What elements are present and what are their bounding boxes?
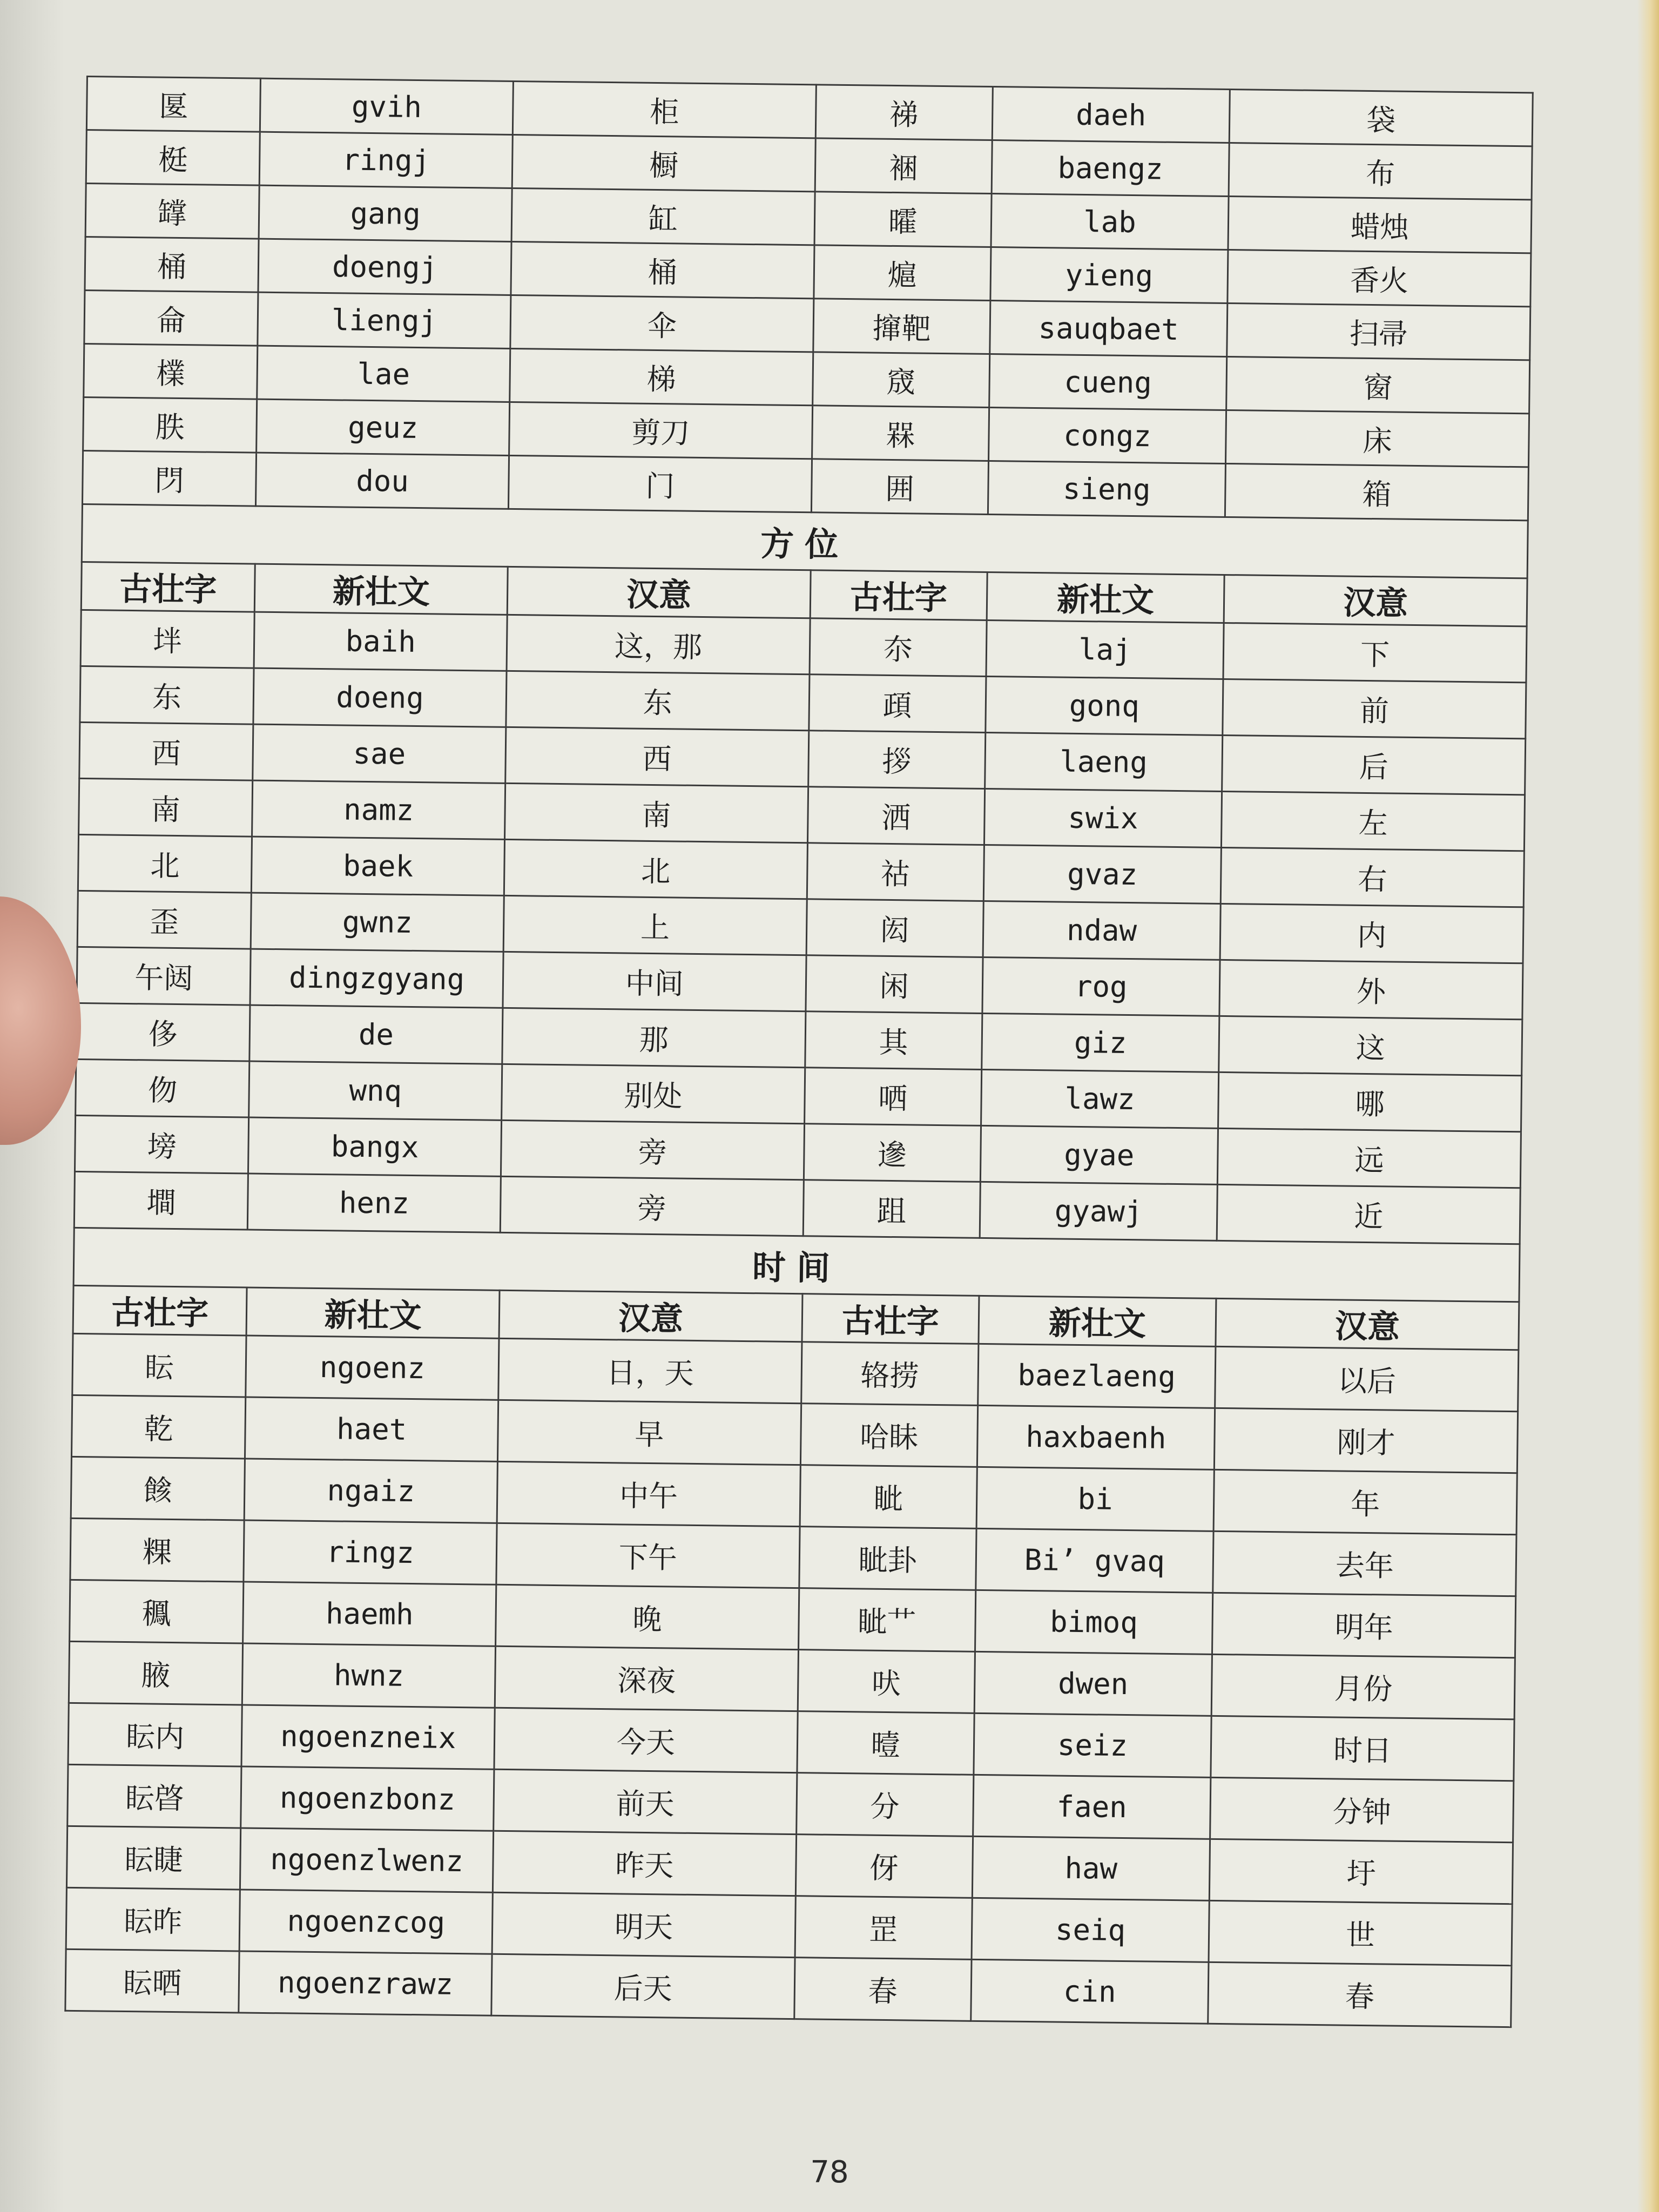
table-cell: 这，那 <box>507 615 810 674</box>
table-cell: wnq <box>249 1061 502 1120</box>
table-cell: gvih <box>260 78 514 134</box>
table-cell: 晚 <box>496 1584 799 1649</box>
table-cell: 其 <box>805 1011 982 1070</box>
table-cell: 洒 <box>807 787 984 845</box>
table-cell: 槑 <box>812 406 989 461</box>
table-cell: 香火 <box>1228 250 1531 307</box>
table-cell: 撺靶 <box>813 299 990 354</box>
table-cell: de <box>249 1005 503 1064</box>
table-cell: 古壮字 <box>81 562 255 612</box>
table-cell: 下午 <box>496 1523 800 1588</box>
table-cell: 世 <box>1209 1900 1512 1965</box>
table-cell: 旁 <box>500 1176 804 1236</box>
table-cell: 时日 <box>1211 1716 1514 1781</box>
table-cell: 外 <box>1219 960 1523 1019</box>
table-cell: 伆 <box>76 1059 249 1117</box>
table-cell: ngoenzrawz <box>239 1951 492 2015</box>
table-cell: 布 <box>1229 143 1532 200</box>
table-cell: haw <box>972 1836 1210 1900</box>
table-body <box>65 77 1533 2027</box>
table-cell: 哈眛 <box>800 1404 977 1467</box>
table-cell: 眦艹 <box>798 1588 975 1652</box>
table-cell: 中午 <box>497 1461 800 1526</box>
table-cell: 伢 <box>795 1835 973 1898</box>
table-cell: 檏 <box>84 343 258 399</box>
table-cell: liengj <box>258 292 511 348</box>
table-cell: geuz <box>257 399 510 455</box>
table-cell: 眃内 <box>68 1703 242 1766</box>
table-cell: 北 <box>78 834 252 893</box>
table-cell: 拶 <box>808 731 985 789</box>
table-cell: ndaw <box>983 901 1221 960</box>
table-cell: yieng <box>990 247 1229 304</box>
table-cell: 这 <box>1219 1016 1522 1075</box>
table-cell: haet <box>245 1397 498 1461</box>
table-cell: 闳 <box>806 899 983 957</box>
table-cell: 梯 <box>510 348 813 405</box>
table-cell: daeh <box>992 87 1230 143</box>
table-cell: 以后 <box>1215 1346 1519 1411</box>
table-cell: dou <box>256 453 509 509</box>
table-cell: seiq <box>972 1898 1210 1962</box>
table-cell: 近 <box>1217 1184 1520 1244</box>
table-cell: 胅 <box>83 397 257 453</box>
table-cell: 内 <box>1220 903 1523 963</box>
table-cell: 古壮字 <box>73 1285 247 1336</box>
table-cell: 熩 <box>814 245 991 301</box>
table-cell: 明天 <box>492 1892 795 1957</box>
table-cell: 扫帚 <box>1227 303 1530 360</box>
table-cell: 后天 <box>491 1954 795 2019</box>
table-cell: seiz <box>974 1713 1212 1777</box>
table-cell: gwnz <box>251 893 504 952</box>
table-cell: 昨天 <box>493 1831 796 1896</box>
table-cell: 深夜 <box>495 1646 798 1711</box>
table-cell: 午闼 <box>77 947 251 1005</box>
table-cell: ngoenz <box>246 1336 499 1400</box>
table-cell: 辂捞 <box>801 1342 978 1406</box>
table-cell: lawz <box>981 1069 1219 1128</box>
table-cell: dingzgyang <box>250 949 503 1008</box>
table-cell: 圩 <box>1210 1839 1513 1904</box>
table-cell: ngoenzlwenz <box>240 1828 494 1892</box>
table-cell: baek <box>252 837 505 895</box>
table-cell: namz <box>252 780 505 839</box>
table-cell: 日，天 <box>498 1338 802 1403</box>
table-cell: 眦 <box>800 1465 977 1529</box>
table-cell: laj <box>986 620 1224 679</box>
table-cell: 坢 <box>80 610 254 668</box>
table-cell: 閁 <box>82 450 256 506</box>
table-cell: 分 <box>796 1773 973 1837</box>
table-cell: 缸 <box>511 188 815 245</box>
table-cell: 裍 <box>815 138 992 194</box>
section-title: 方位 <box>82 504 1528 578</box>
table-cell: swix <box>984 788 1222 847</box>
table-cell: gyawj <box>980 1182 1218 1240</box>
table-cell: 窚 <box>812 352 989 408</box>
table-cell: baih <box>254 612 507 671</box>
table-cell: 柜 <box>512 81 816 138</box>
table-cell: dwen <box>974 1651 1212 1716</box>
table-cell: ringz <box>244 1520 497 1584</box>
page-number: 78 <box>810 2155 849 2190</box>
table-cell: 眃晒 <box>65 1949 240 2013</box>
table-cell: 那 <box>502 1008 806 1067</box>
table-cell: 囲 <box>811 459 988 515</box>
table-cell: 侈 <box>76 1003 250 1061</box>
table-cell: 别处 <box>502 1064 805 1123</box>
table-cell: gonq <box>985 676 1223 735</box>
table-cell: cin <box>970 1959 1209 2024</box>
table-cell: lae <box>257 346 510 402</box>
table-cell: congz <box>988 407 1226 463</box>
table-cell: 北 <box>504 839 807 899</box>
table-cell: 汉意 <box>507 567 811 618</box>
table-cell: 遪 <box>804 1124 981 1182</box>
table-cell: bangx <box>248 1117 502 1176</box>
table-cell: 今天 <box>494 1708 798 1772</box>
table-cell: 頙 <box>809 675 986 733</box>
table-cell: bi <box>976 1467 1215 1531</box>
table-cell: 闲 <box>806 955 983 1014</box>
table-cell: sieng <box>988 461 1226 517</box>
table-cell: 春 <box>1208 1962 1512 2027</box>
table-cell: 分钟 <box>1210 1777 1514 1842</box>
table-cell: 东 <box>506 671 810 730</box>
table-cell: 汉意 <box>1224 575 1527 626</box>
table-cell: 早 <box>497 1400 801 1465</box>
table-cell: baengz <box>992 140 1230 197</box>
vocabulary-sheet <box>64 76 1533 2028</box>
table-cell: 剪刀 <box>509 402 813 458</box>
table-cell: 窗 <box>1226 356 1530 413</box>
table-cell: doengj <box>258 239 511 295</box>
table-cell: 哪 <box>1218 1072 1522 1131</box>
table-cell: 眦卦 <box>799 1527 976 1590</box>
table-cell: 上 <box>503 895 807 955</box>
table-cell: 东 <box>80 666 254 724</box>
table-cell: 罡 <box>795 1896 972 1960</box>
table-cell: faen <box>973 1775 1211 1839</box>
table-cell: 中间 <box>503 952 806 1011</box>
table-cell: ngoenzneix <box>241 1705 495 1769</box>
table-cell: gvaz <box>983 845 1222 903</box>
table-cell: 后 <box>1222 735 1526 794</box>
table-cell: 新壮文 <box>254 564 508 615</box>
table-cell: 西 <box>505 727 809 786</box>
table-cell: ngoenzcog <box>239 1890 493 1954</box>
table-cell: sae <box>253 724 506 783</box>
table-cell: 左 <box>1222 791 1525 851</box>
table-cell: 新壮文 <box>987 572 1225 623</box>
table-cell: 门 <box>508 455 812 512</box>
table-cell: henz <box>248 1174 501 1232</box>
table-cell: 腋 <box>69 1641 243 1705</box>
table-cell: 眃昨 <box>66 1887 240 1951</box>
table-cell: 侖 <box>84 290 258 346</box>
table-cell: 哂 <box>804 1068 981 1126</box>
table-cell: 墹 <box>74 1171 248 1230</box>
table-cell: ngaiz <box>244 1459 497 1523</box>
table-cell: 古壮字 <box>802 1294 979 1344</box>
table-cell: 蜡烛 <box>1228 197 1532 253</box>
table-cell: 伞 <box>510 295 814 352</box>
table-cell: 眃睫 <box>66 1826 241 1890</box>
table-cell: 月份 <box>1211 1654 1515 1719</box>
table-cell: ringj <box>259 132 512 188</box>
table-cell: 眃晵 <box>68 1764 242 1828</box>
table-cell: 匽 <box>86 77 260 132</box>
table-cell: 眃 <box>72 1333 247 1397</box>
table-cell: 汉意 <box>1216 1298 1519 1350</box>
table-cell: 新壮文 <box>246 1287 500 1338</box>
table-cell: 远 <box>1218 1128 1521 1188</box>
table-cell: 年 <box>1213 1469 1517 1534</box>
table-cell: 床 <box>1226 410 1529 467</box>
table-cell: 明年 <box>1212 1593 1516 1657</box>
table-cell: ngoenzbonz <box>241 1766 494 1831</box>
table-cell: laeng <box>984 732 1223 791</box>
table-cell: haemh <box>243 1582 496 1646</box>
table-cell: 跙 <box>803 1180 980 1238</box>
table-cell: 前 <box>1223 679 1526 738</box>
table-cell: 䆇 <box>70 1580 244 1643</box>
section-title: 时间 <box>73 1228 1520 1301</box>
table-cell: 去年 <box>1213 1531 1516 1596</box>
table-cell: giz <box>981 1013 1219 1072</box>
table-cell: 古壮字 <box>810 570 987 621</box>
table-cell: rog <box>982 957 1220 1016</box>
table-cell: 下 <box>1223 623 1527 682</box>
page-edge <box>1637 0 1659 2212</box>
table-cell: 祶 <box>815 85 993 140</box>
table-cell: 刚才 <box>1215 1408 1518 1473</box>
table-cell: 汉意 <box>499 1290 802 1341</box>
table-cell: 梃 <box>86 130 260 186</box>
table-cell: 曤 <box>814 192 992 247</box>
table-cell: 桶 <box>511 241 814 298</box>
table-cell: 南 <box>79 778 253 837</box>
table-cell: haxbaenh <box>977 1405 1215 1469</box>
table-cell: gang <box>259 185 512 241</box>
finger-holding-page <box>0 896 81 1145</box>
table-cell: baezlaeng <box>977 1344 1216 1408</box>
table-cell: 南 <box>505 783 808 842</box>
table-cell: 箱 <box>1225 463 1529 520</box>
table-cell: 粿 <box>70 1518 245 1582</box>
table-cell: 夵 <box>810 618 987 677</box>
table-cell: 罉 <box>85 184 259 239</box>
table-cell: Bi’ gvaq <box>975 1528 1213 1593</box>
table-cell: sauqbaet <box>989 301 1228 357</box>
table-cell: 旁 <box>501 1120 804 1179</box>
table-cell: bimoq <box>975 1590 1213 1654</box>
table-cell: 袋 <box>1229 90 1533 146</box>
table-cell: doeng <box>253 668 507 727</box>
table-cell: cueng <box>989 354 1227 410</box>
table-cell: lab <box>991 194 1229 250</box>
vocabulary-table <box>64 76 1533 2028</box>
table-cell: 塝 <box>75 1115 248 1174</box>
table-cell: 前天 <box>494 1769 797 1834</box>
table-cell: 歪 <box>77 891 251 949</box>
table-cell: gyae <box>980 1125 1218 1184</box>
table-cell: 新壮文 <box>979 1296 1217 1346</box>
table-cell: 餩 <box>71 1456 245 1520</box>
table-cell: hwnz <box>242 1643 496 1708</box>
table-cell: 曀 <box>797 1711 974 1775</box>
table-cell: 祜 <box>807 843 984 901</box>
table-cell: 橱 <box>512 134 815 191</box>
table-cell: 春 <box>794 1958 972 2021</box>
table-cell: 桶 <box>85 237 259 292</box>
table-cell: 右 <box>1220 847 1524 907</box>
table-cell: 西 <box>79 722 253 780</box>
table-cell: 乾 <box>71 1395 246 1459</box>
table-cell: 吠 <box>798 1650 975 1714</box>
